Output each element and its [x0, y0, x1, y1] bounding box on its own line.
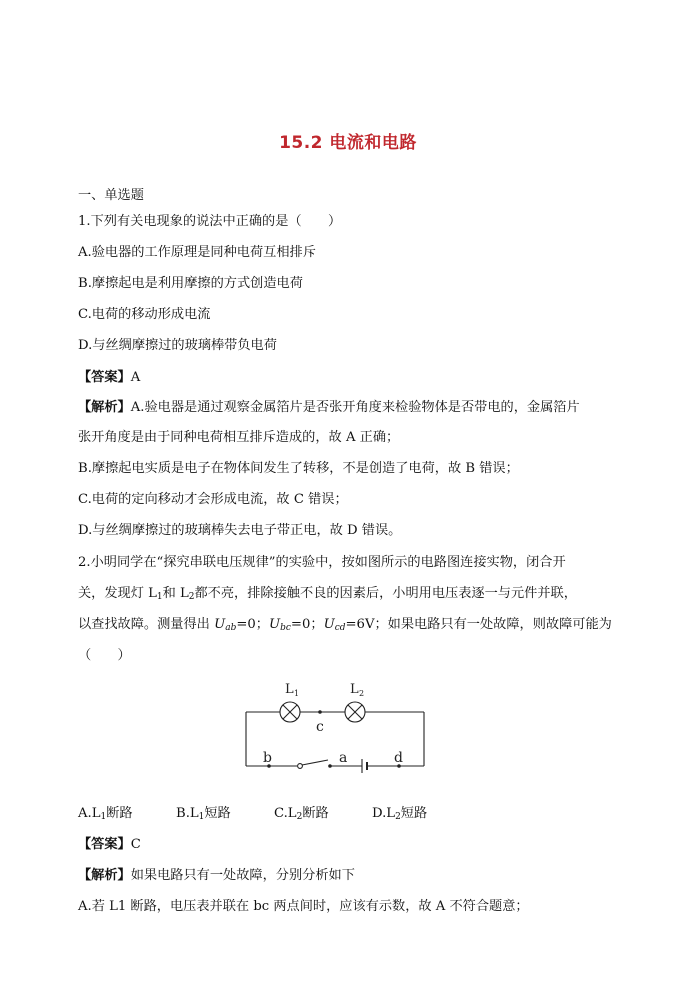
answer-label: 【答案】	[78, 837, 131, 852]
voltage-symbol: U	[268, 617, 281, 632]
page-title: 15.2 电流和电路	[279, 133, 417, 153]
question-2-option-a	[78, 804, 176, 827]
option-text: 断路	[302, 806, 329, 821]
label-l1: L	[285, 682, 294, 697]
label-a: a	[339, 750, 348, 766]
label-l2: L	[350, 682, 359, 697]
question-1-analysis-line: 张开角度是由于同种电荷相互排斥造成的，故 A 正确；	[78, 430, 400, 445]
label-l2-sub: 2	[359, 689, 365, 698]
subscript: ab	[225, 623, 237, 633]
question-1-stem: 1.下列有关电现象的说法中正确的是（ ）	[78, 214, 342, 229]
question-2-stem-line: 2.小明同学在“探究串联电压规律”的实验中，按如图所示的电路图连接实物，闭合开	[78, 555, 566, 570]
subscript: 1	[198, 812, 205, 822]
node-a-dot	[328, 764, 332, 768]
question-1-analysis-line: D.与丝绸摩擦过的玻璃棒失去电子带正电，故 D 错误。	[78, 523, 402, 538]
answer-label: 【答案】	[78, 370, 131, 385]
question-1-option-b: B.摩擦起电是利用摩擦的方式创造电荷	[78, 276, 303, 291]
voltage-symbol: U	[323, 617, 335, 632]
option-text: B.L	[176, 806, 199, 821]
question-1-option-c: C.电荷的移动形成电流	[78, 307, 211, 322]
circuit-diagram	[236, 676, 436, 776]
option-text: 短路	[204, 806, 231, 821]
stem-text: 和 L	[162, 586, 189, 601]
switch-pivot-icon	[298, 764, 303, 769]
stem-text: 以查找故障。测量得出	[78, 617, 215, 632]
stem-text: 都不亮，排除接触不良的因素后，小明用电压表逐一与元件并联，	[194, 586, 577, 601]
question-2-analysis-line	[78, 866, 355, 886]
question-2-answer	[78, 835, 141, 855]
question-2-option-d	[372, 804, 427, 827]
question-1-option-a: A.验电器的工作原理是同种电荷互相排斥	[78, 245, 316, 260]
analysis-label: 【解析】	[78, 868, 131, 883]
answer-value: A	[130, 370, 141, 385]
subscript: 1	[100, 812, 107, 822]
subscript: 2	[296, 812, 303, 822]
option-text: 断路	[106, 806, 133, 821]
section-heading: 一、单选题	[78, 188, 144, 203]
option-text: A.L	[78, 806, 101, 821]
answer-value: C	[130, 837, 141, 852]
switch-blade-icon	[302, 760, 328, 765]
label-b: b	[263, 750, 272, 766]
analysis-text: A.验电器是通过观察金属箔片是否张开角度来检验物体是否带电的，金属箔片	[130, 400, 580, 415]
question-2-stem-line	[78, 615, 612, 638]
option-text: D.L	[372, 806, 396, 821]
subscript: 2	[188, 592, 195, 602]
question-2-option-b	[176, 804, 274, 827]
node-c-dot	[318, 710, 322, 714]
question-2-stem-line	[78, 584, 577, 607]
option-text: C.L	[274, 806, 297, 821]
voltage-symbol: U	[214, 617, 226, 632]
option-text: 短路	[400, 806, 428, 821]
question-1-option-d: D.与丝绸摩擦过的玻璃棒带负电荷	[78, 338, 277, 353]
question-2-stem-line: （ ）	[78, 648, 131, 663]
analysis-text: 如果电路只有一处故障，分别分析如下	[130, 868, 355, 883]
stem-text: =6V；如果电路只有一处故障，则故障可能为	[345, 617, 612, 632]
question-1-analysis-line: C.电荷的定向移动才会形成电流，故 C 错误；	[78, 492, 348, 507]
stem-text: 关，发现灯 L	[78, 586, 157, 601]
question-1-analysis-line	[78, 398, 580, 418]
question-2-option-c	[274, 804, 372, 827]
stem-text: =0；	[236, 617, 269, 632]
question-2-options	[78, 804, 427, 827]
label-l1-sub: 1	[294, 689, 300, 698]
stem-text: =0；	[290, 617, 324, 632]
question-2-analysis-line: A.若 L1 断路，电压表并联在 bc 两点间时，应该有示数，故 A 不符合题意；	[78, 899, 529, 914]
analysis-label: 【解析】	[78, 400, 131, 415]
subscript: 1	[156, 592, 163, 602]
label-c: c	[316, 719, 324, 735]
subscript: bc	[280, 623, 291, 633]
question-1-analysis-line: B.摩擦起电实质是电子在物体间发生了转移，不是创造了电荷，故 B 错误；	[78, 461, 519, 476]
label-d: d	[394, 750, 403, 766]
subscript: cd	[334, 623, 346, 633]
subscript: 2	[395, 812, 401, 822]
question-1-answer	[78, 368, 140, 388]
